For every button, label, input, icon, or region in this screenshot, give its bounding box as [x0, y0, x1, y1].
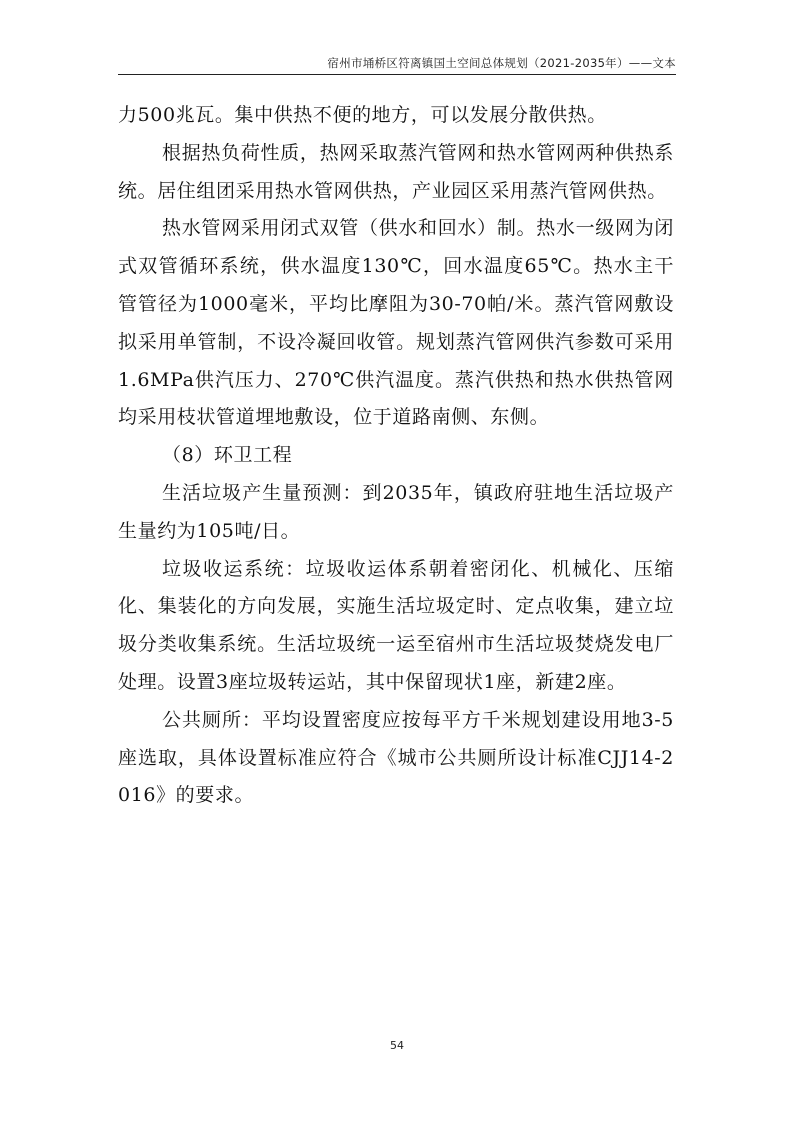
header-title: 宿州市埇桥区符离镇国土空间总体规划（2021-2035年）——文本	[327, 56, 676, 70]
paragraph-continuation: 力500兆瓦。集中供热不便的地方，可以发展分散供热。	[118, 104, 607, 126]
paragraph-heat-load: 根据热负荷性质，热网采取蒸汽管网和热水管网两种供热系统。居住组团采用热水管网供热，产业园区采用蒸汽管网供热。	[118, 141, 674, 202]
page-number: 54	[390, 1039, 404, 1052]
section-heading-sanitation: （8）环卫工程	[162, 444, 293, 467]
paragraph-garbage-collection: 垃圾收运系统：垃圾收运体系朝着密闭化、机械化、压缩化、集装化的方向发展，实施生活垃圾定时、定点收集，建立垃圾分类收集系统。生活垃圾统一运至宿州市生活垃圾焚烧发电厂处理。设置3座垃圾转运站，其中保留现状1座，新建2座。	[118, 557, 674, 693]
paragraph-heat-network: 热水管网采用闭式双管（供水和回水）制。热水一级网为闭式双管循环系统，供水温度130℃，回水温度65℃。热水主干管管径为1000毫米，平均比摩阻为30-70帕/米。蒸汽管网敷设拟采用单管制，不设冷凝回收管。规划蒸汽管网供汽参数可采用1.6MPa供汽压力、270℃供汽温度。蒸汽供热和热水供热管网均采用枝状管道埋地敷设，位于道路南侧、东侧。	[118, 217, 674, 429]
document-body	[118, 97, 674, 815]
page-header	[118, 52, 676, 75]
paragraph-garbage-forecast: 生活垃圾产生量预测：到2035年，镇政府驻地生活垃圾产生量约为105吨/日。	[118, 481, 674, 542]
paragraph-public-toilets: 公共厕所：平均设置密度应按每平方千米规划建设用地3-5座选取，具体设置标准应符合《城市公共厕所设计标准CJJ14-2016》的要求。	[118, 708, 674, 807]
